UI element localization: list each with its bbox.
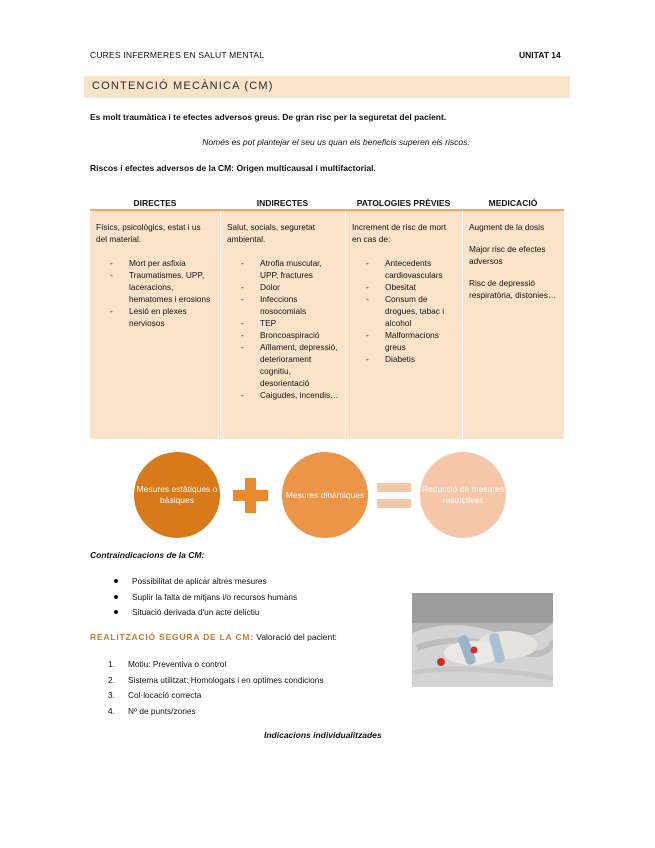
list-item: - TEP [241, 317, 339, 329]
list-text: Sistema utilitzat: Homologats i en optimes condicions [128, 674, 324, 685]
note-text [0, 137, 655, 147]
list-number: 3. [108, 690, 115, 700]
list-item: - Consum de drogues, tabac i alcohol [366, 293, 456, 329]
circle-dynamic-measures: Mesures dinàmiques [282, 452, 368, 538]
restraint-photo [412, 593, 553, 687]
table-cell-medication [462, 211, 564, 439]
list-item: - Caigudes, incendis… [241, 389, 339, 401]
safe-procedure-list [108, 659, 324, 721]
contraindications-title: Contraindicacions de la CM: [90, 550, 205, 560]
note-text-span: Només es pot plantejar el seu us quan els beneficis superen els riscos. [202, 137, 470, 147]
list-item: - Lesió en plexes nerviosos [110, 305, 214, 329]
safe-procedure-title [90, 632, 337, 642]
section-title: CONTENCIÓ MECÀNICA (CM) [92, 80, 274, 92]
equals-icon-lower [377, 499, 411, 508]
medication-paragraph: Major risc de efectes adversos [469, 244, 546, 266]
list-item: - Obesitat [366, 281, 456, 293]
circle-static-measures: Mesures estàtiques o bàsiques [134, 452, 220, 538]
medication-paragraph: Risc de depressió respiratòria, distonies… [469, 278, 557, 300]
list-number: 4. [108, 705, 115, 716]
pathologies-intro: Increment de risc de mort en cas de: [352, 222, 447, 244]
header-unit: UNITAT 14 [519, 50, 561, 60]
list-text: Motiu: Preventiva o control [128, 659, 227, 669]
list-item: - Atrofia muscular, UPP, fractures [241, 257, 339, 281]
list-item [108, 690, 324, 706]
header-course-title: CURES INFERMERES EN SALUT MENTAL [90, 50, 265, 60]
risks-table-body [90, 211, 564, 439]
table-cell-direct [90, 211, 220, 439]
list-item: - Diabetis [366, 353, 456, 365]
table-header-indirect: INDIRECTES [256, 198, 309, 208]
risks-table [90, 195, 564, 439]
list-item: - Antecedents cardiovasculars [366, 257, 456, 281]
list-item: - Aïllament, depressió, deteriorament cognitiu, desorientació [241, 341, 339, 389]
equals-icon [377, 483, 411, 492]
list-text: Col·locació correcta [128, 690, 202, 700]
plus-icon-vertical [245, 478, 256, 513]
indirect-list [227, 257, 339, 401]
safe-procedure-subtitle: Valoració del pacient: [256, 632, 337, 642]
list-item: - Dolor [241, 281, 339, 293]
list-item [108, 675, 324, 691]
safe-procedure-heading: REALITZACIÓ SEGURA DE LA CM: [90, 632, 254, 642]
list-number: 2. [108, 674, 115, 685]
section-title-bar [84, 76, 570, 98]
pathologies-list [352, 257, 456, 365]
list-item: Suplir la falta de mitjans i/o recursos humans [112, 592, 297, 608]
table-cell-indirect [220, 211, 345, 439]
direct-intro: Físics, psicològics, estat i us del material. [96, 222, 201, 244]
list-number: 1. [108, 659, 115, 669]
restraint-photo-illustration [412, 593, 553, 687]
list-item: - Malformacions greus [366, 329, 456, 353]
footer-note: Indicacions individualitzades [264, 730, 382, 740]
risks-heading: Riscos i efectes adversos de la CM: Origen multicausal i multifactorial. [90, 163, 376, 173]
circle-reduction-measures: Reducció de mesures restrictives [420, 452, 506, 538]
list-item: - Mort per asfixia [110, 257, 214, 269]
indirect-intro: Salut, socials, seguretat ambiental. [227, 222, 316, 244]
contraindications-list [112, 576, 297, 623]
list-item: - Broncoaspiració [241, 329, 339, 341]
list-item [108, 659, 324, 675]
table-header-medication: MEDICACIÓ [488, 198, 538, 208]
list-item: Situació derivada d'un acte delictiu [112, 607, 297, 623]
measures-diagram [0, 452, 655, 538]
intro-text: Es molt traumàtica i te efectes adversos greus. De gran risc per la seguretat del pacient. [90, 112, 447, 122]
list-item [108, 706, 324, 722]
list-text: Nº de punts/zones [128, 705, 196, 716]
table-cell-prior-pathologies [345, 211, 462, 439]
list-item: - Infeccions nosocomials [241, 293, 339, 317]
table-header-prior-pathologies: PATOLOGIES PRÈVIES [356, 198, 451, 208]
risks-table-header [90, 195, 564, 211]
medication-paragraph: Augment de la dosis [469, 222, 545, 232]
direct-list [96, 257, 214, 329]
list-item: Possibilitat de aplicar altres mesures [112, 576, 297, 592]
list-item: - Traumatismes. UPP, laceracions, hematomes i erosions [110, 269, 214, 305]
table-header-direct: DIRECTES [133, 198, 177, 208]
